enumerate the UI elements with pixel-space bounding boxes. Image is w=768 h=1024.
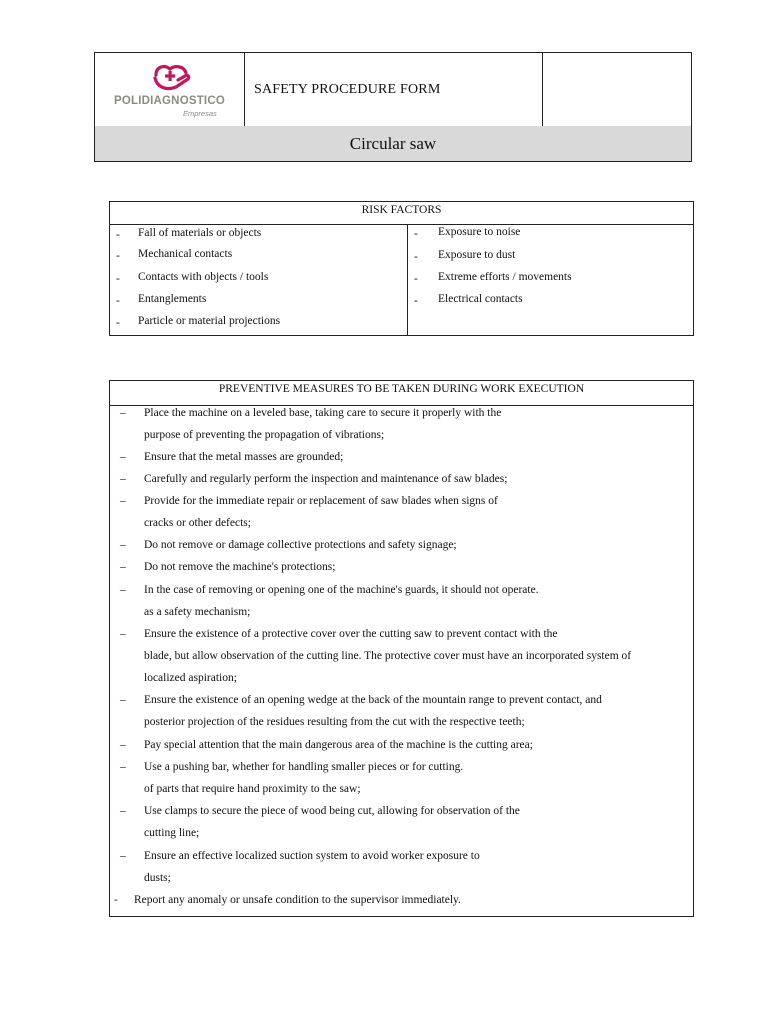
risk-factor: Exposure to noise: [438, 226, 521, 238]
dash-bullet: –: [120, 561, 126, 573]
dash-bullet: -: [116, 317, 120, 329]
list-item: [110, 315, 407, 335]
list-item-continuation: [110, 872, 693, 892]
preventive-measures-table: [109, 380, 694, 917]
measure-text: Use clamps to secure the piece of wood being cut, allowing for observation of the: [144, 805, 520, 817]
dash-bullet: –: [120, 495, 126, 507]
header-top-row: [95, 53, 691, 127]
measure-text: as a safety mechanism;: [144, 606, 251, 618]
dash-bullet: –: [120, 451, 126, 463]
dash-bullet: –: [120, 628, 126, 640]
empty-header-cell: [542, 53, 692, 126]
dash-bullet: –: [120, 473, 126, 485]
list-item: [110, 407, 693, 427]
list-item: [110, 539, 693, 559]
measure-text: Ensure the existence of a protective cover over the cutting saw to prevent contact with the: [144, 628, 558, 640]
form-header: [94, 52, 692, 162]
measure-text: Place the machine on a leveled base, taking care to secure it properly with the: [144, 407, 502, 419]
measure-text: Report any anomaly or unsafe condition to the supervisor immediately.: [134, 894, 461, 906]
measure-text: purpose of preventing the propagation of vibrations;: [144, 429, 385, 441]
list-item: [110, 271, 407, 291]
dash-bullet: -: [116, 295, 120, 307]
list-item: [110, 761, 693, 781]
dash-bullet: –: [120, 761, 126, 773]
risk-factor: Contacts with objects / tools: [138, 271, 269, 283]
dash-bullet: –: [120, 584, 126, 596]
measure-text: localized aspiration;: [144, 672, 237, 684]
dash-bullet: –: [120, 739, 126, 751]
list-item: [110, 739, 693, 759]
risk-factors-heading: RISK FACTORS: [110, 202, 693, 225]
list-item-continuation: [110, 517, 693, 537]
preventive-measures-heading: PREVENTIVE MEASURES TO BE TAKEN DURING WORK EXECUTION: [110, 381, 693, 406]
list-item: [110, 805, 693, 825]
list-item: [110, 584, 693, 604]
dash-bullet: –: [120, 805, 126, 817]
dash-bullet: -: [116, 273, 120, 285]
list-item: [110, 451, 693, 471]
logo-subtitle: Empresas: [183, 109, 217, 118]
logo-cell: [95, 53, 245, 126]
list-item: [110, 694, 693, 714]
risk-factor: Particle or material projections: [138, 315, 281, 327]
measure-text: Do not remove the machine's protections;: [144, 561, 336, 573]
risk-factors-left-column: [110, 224, 408, 335]
list-item: [110, 473, 693, 493]
list-item: [110, 227, 407, 247]
measure-text: Carefully and regularly perform the inspection and maintenance of saw blades;: [144, 473, 508, 485]
subject-title: Circular saw: [95, 126, 691, 161]
measure-text: of parts that require hand proximity to the saw;: [144, 783, 361, 795]
list-item-continuation: [110, 827, 693, 847]
form-title: SAFETY PROCEDURE FORM: [254, 82, 441, 97]
list-item-continuation: [110, 716, 693, 736]
risk-factor: Mechanical contacts: [138, 248, 233, 260]
dash-bullet: –: [120, 539, 126, 551]
risk-factor: Fall of materials or objects: [138, 227, 262, 239]
measure-text: Provide for the immediate repair or replacement of saw blades when signs of: [144, 495, 498, 507]
dash-bullet: –: [120, 694, 126, 706]
measure-text: Pay special attention that the main dangerous area of the machine is the cutting area;: [144, 739, 533, 751]
list-item-continuation: [110, 783, 693, 803]
list-item: [408, 226, 693, 246]
measure-text: dusts;: [144, 872, 171, 884]
measure-text: In the case of removing or opening one of the machine's guards, it should not operate.: [144, 584, 539, 596]
list-item: [408, 249, 693, 269]
dash-bullet: -: [116, 250, 120, 262]
risk-factors-right-column: [408, 224, 693, 335]
dash-bullet: –: [120, 407, 126, 419]
measure-text: Use a pushing bar, whether for handling smaller pieces or for cutting.: [144, 761, 464, 773]
measure-text: posterior projection of the residues resulting from the cut with the respective teeth;: [144, 716, 525, 728]
heart-hand-cross-icon: [150, 61, 194, 93]
list-item-continuation: [110, 606, 693, 626]
risk-factor: Entanglements: [138, 293, 207, 305]
measure-text: cracks or other defects;: [144, 517, 251, 529]
list-item: [110, 561, 693, 581]
dash-bullet: -: [414, 251, 418, 263]
list-item-continuation: [110, 650, 693, 670]
risk-factor: Exposure to dust: [438, 249, 516, 261]
list-item: [408, 293, 693, 313]
list-item-continuation: [110, 672, 693, 692]
list-item: [110, 248, 407, 268]
title-cell: [244, 53, 543, 126]
risk-factor: Extreme efforts / movements: [438, 271, 572, 283]
dash-bullet: -: [414, 295, 418, 307]
dash-bullet: -: [116, 229, 120, 241]
list-item-continuation: [110, 429, 693, 449]
list-item: [110, 293, 407, 313]
dash-bullet: -: [414, 273, 418, 285]
measure-text: Ensure that the metal masses are grounded;: [144, 451, 344, 463]
dash-bullet: -: [414, 228, 418, 240]
logo-name: POLIDIAGNOSTICO: [114, 95, 225, 107]
list-item: [110, 628, 693, 648]
dash-bullet: –: [120, 850, 126, 862]
list-item: [110, 850, 693, 870]
measure-text: Do not remove or damage collective protections and safety signage;: [144, 539, 457, 551]
dash-bullet: -: [114, 894, 118, 906]
risk-factors-table: [109, 201, 694, 336]
measure-text: Ensure an effective localized suction system to avoid worker exposure to: [144, 850, 480, 862]
risk-factor: Electrical contacts: [438, 293, 523, 305]
measure-text: Ensure the existence of an opening wedge at the back of the mountain range to prevent contact, and: [144, 694, 602, 706]
list-item: [110, 894, 693, 914]
list-item: [110, 495, 693, 515]
measure-text: cutting line;: [144, 827, 200, 839]
list-item: [408, 271, 693, 291]
measure-text: blade, but allow observation of the cutting line. The protective cover must have an incorporated system of: [144, 650, 632, 662]
